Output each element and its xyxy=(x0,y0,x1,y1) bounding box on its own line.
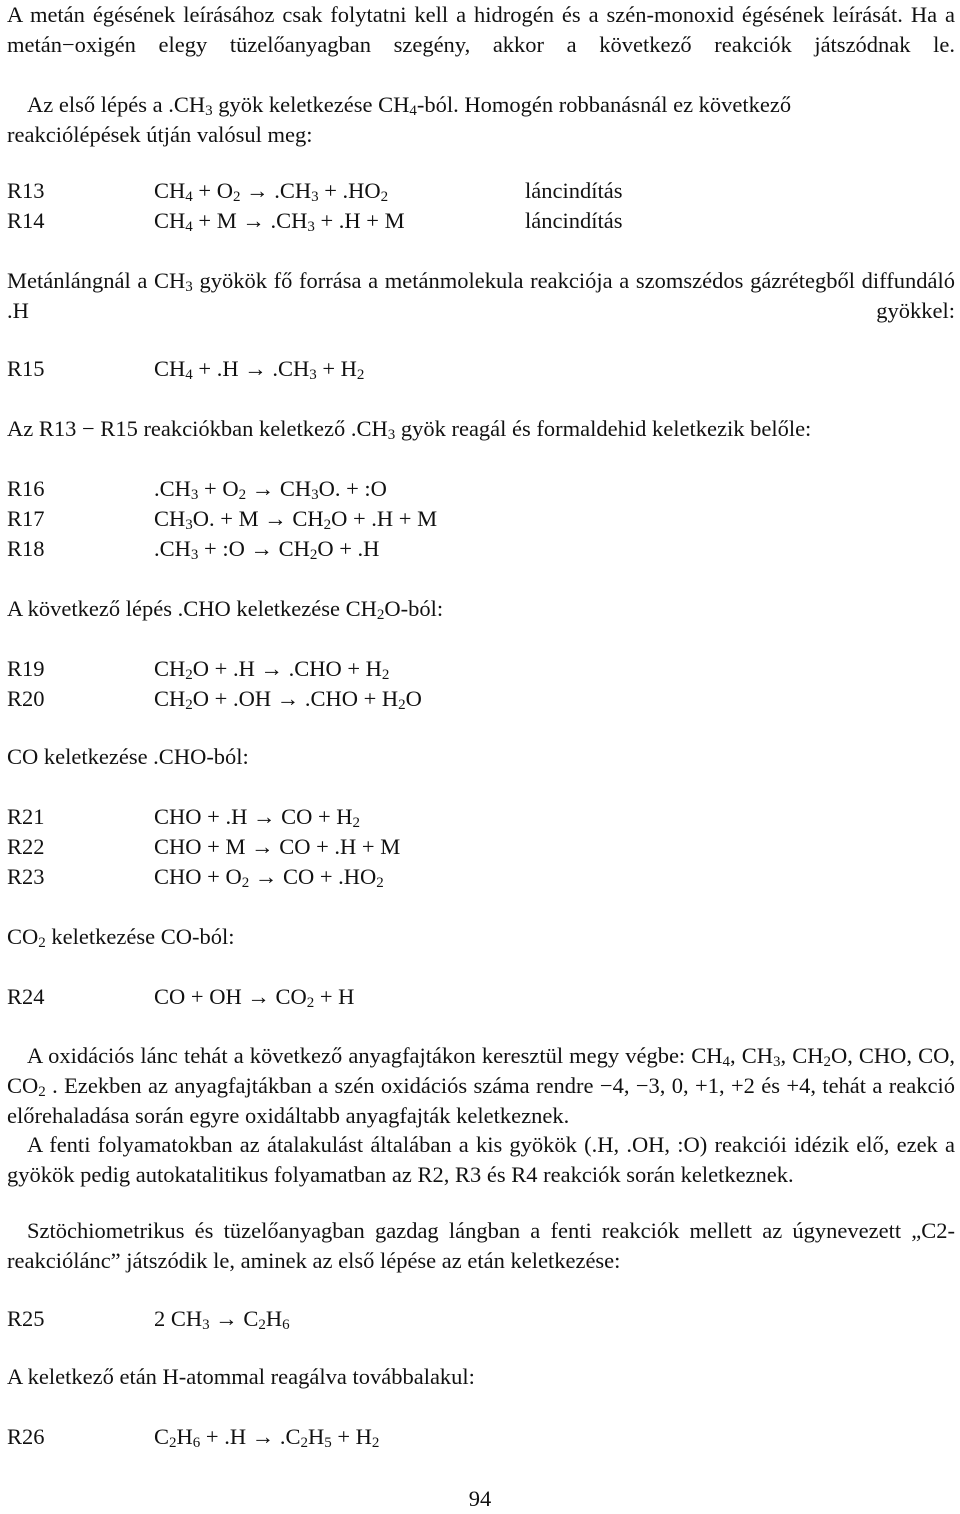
reaction-equation: CHO + $O_2$ → CO + $.HO_2$ xyxy=(154,864,384,891)
reaction-note: láncindítás xyxy=(525,208,623,233)
paragraph-small-radicals: A fenti folyamatokban az átalakulást általában a kis gyökök (.H, .OH, :O) reakciói idézik elő, ezek a gyökök pedig autokatalitikus folyamatban az R2, R3 és R4 reakciók során keletkeznek. xyxy=(7,1132,955,1187)
reaction-equation: $CH_4 + M \to .CH_3 + .H + M$ xyxy=(154,208,405,235)
paragraph-ethane: A keletkező etán H-atommal reagálva továbbalakul: xyxy=(7,1364,475,1389)
paragraph-cho-formation: A következő lépés .CHO keletkezése $CH_2O$-ból: xyxy=(7,596,444,623)
reaction-equation: $.CH_3$ + :O → $CH_2O + .H$ xyxy=(154,536,380,563)
reaction-note: láncindítás xyxy=(525,178,623,203)
reaction-id: R20 xyxy=(7,686,45,711)
paragraph-c2-chain: Sztöchiometrikus és tüzelőanyagban gazdag lángban a fenti reakciók mellett az úgynevezett „C2-reakciólánc” játszódik le, aminek az első lépése az etán keletkezése: xyxy=(7,1218,955,1273)
reaction-equation: 2 $CH_3 \to C_2H_6$ xyxy=(154,1306,290,1333)
reaction-id: R23 xyxy=(7,864,45,889)
reaction-equation: $C_2H_6 + .H \to .C_2H_5 + H_2$ xyxy=(154,1424,380,1451)
reaction-id: R17 xyxy=(7,506,45,531)
reaction-equation: $CH_3O$. + $M \to CH_2O + .H + M$ xyxy=(154,506,438,533)
reaction-id: R15 xyxy=(7,356,45,381)
reaction-equation: $CH_4 + O_2 \to .CH_3 + .HO_2$ xyxy=(154,178,389,205)
reaction-equation: $.CH_3 + O_2 \to CH_3O$. + :O xyxy=(154,476,387,503)
reaction-id: R18 xyxy=(7,536,45,561)
reaction-id: R24 xyxy=(7,984,45,1009)
reaction-equation: $CH_4 + .H \to .CH_3 + H_2$ xyxy=(154,356,365,383)
reaction-equation: $CH_2O + .H \to .CHO + H_2$ xyxy=(154,656,390,683)
page-number: 94 xyxy=(468,1486,492,1511)
reaction-id: R25 xyxy=(7,1306,45,1331)
paragraph-methane-intro: A metán égésének leírásához csak folytatni kell a hidrogén és a szén-monoxid égésének leírását. Ha a metán−oxigén elegy tüzelőanyagban szegény, akkor a következő reakciók játszódnak le. xyxy=(7,2,955,57)
paragraph-co2-formation: $CO_2$ keletkezése CO-ból: xyxy=(7,924,235,951)
reaction-id: R22 xyxy=(7,834,45,859)
paragraph-oxidation-chain: A oxidációs lánc tehát a következő anyagfajtákon keresztül megy végbe: $CH_4$, $CH_3$, $CH_2O$, CHO, CO, $CO_2$ . Ezekben az anyagfajtákban a szén oxidációs száma rendre −4, −3, 0, +1, +2 és +4, tehát a reakció előrehaladása során egyre oxidáltabb anyagfajták keletkeznek. xyxy=(7,1043,956,1128)
reaction-id: R21 xyxy=(7,804,45,829)
reaction-id: R26 xyxy=(7,1424,45,1449)
paragraph-co-formation: CO keletkezése .CHO-ból: xyxy=(7,744,249,769)
reaction-id: R16 xyxy=(7,476,45,501)
reaction-equation: CHO + M → CO + .H + M xyxy=(154,834,401,859)
reaction-id: R14 xyxy=(7,208,45,233)
reaction-equation: CO + OH → $CO_2 + H$ xyxy=(154,984,355,1011)
paragraph-first-step: Az első lépés a $.CH_3$ gyök keletkezése $CH_4$-ból. Homogén robbanásnál ez következő reakciólépések útján valósul meg: xyxy=(7,92,792,147)
reaction-equation: CHO + .H → CO + $H_2$ xyxy=(154,804,361,831)
reaction-equation: $CH_2O + .OH \to .CHO + H_2O$ xyxy=(154,686,422,713)
reaction-id: R19 xyxy=(7,656,45,681)
paragraph-flame-source: Metánlángnál a $CH_3$ gyökök fő forrása a metánmolekula reakciója a szomszédos gázrétegből diffundáló .H gyökkel: xyxy=(7,268,955,323)
reaction-id: R13 xyxy=(7,178,45,203)
paragraph-formaldehyde: Az R13 − R15 reakciókban keletkező $.CH_3$ gyök reagál és formaldehid keletkezik belőle: xyxy=(7,416,812,443)
